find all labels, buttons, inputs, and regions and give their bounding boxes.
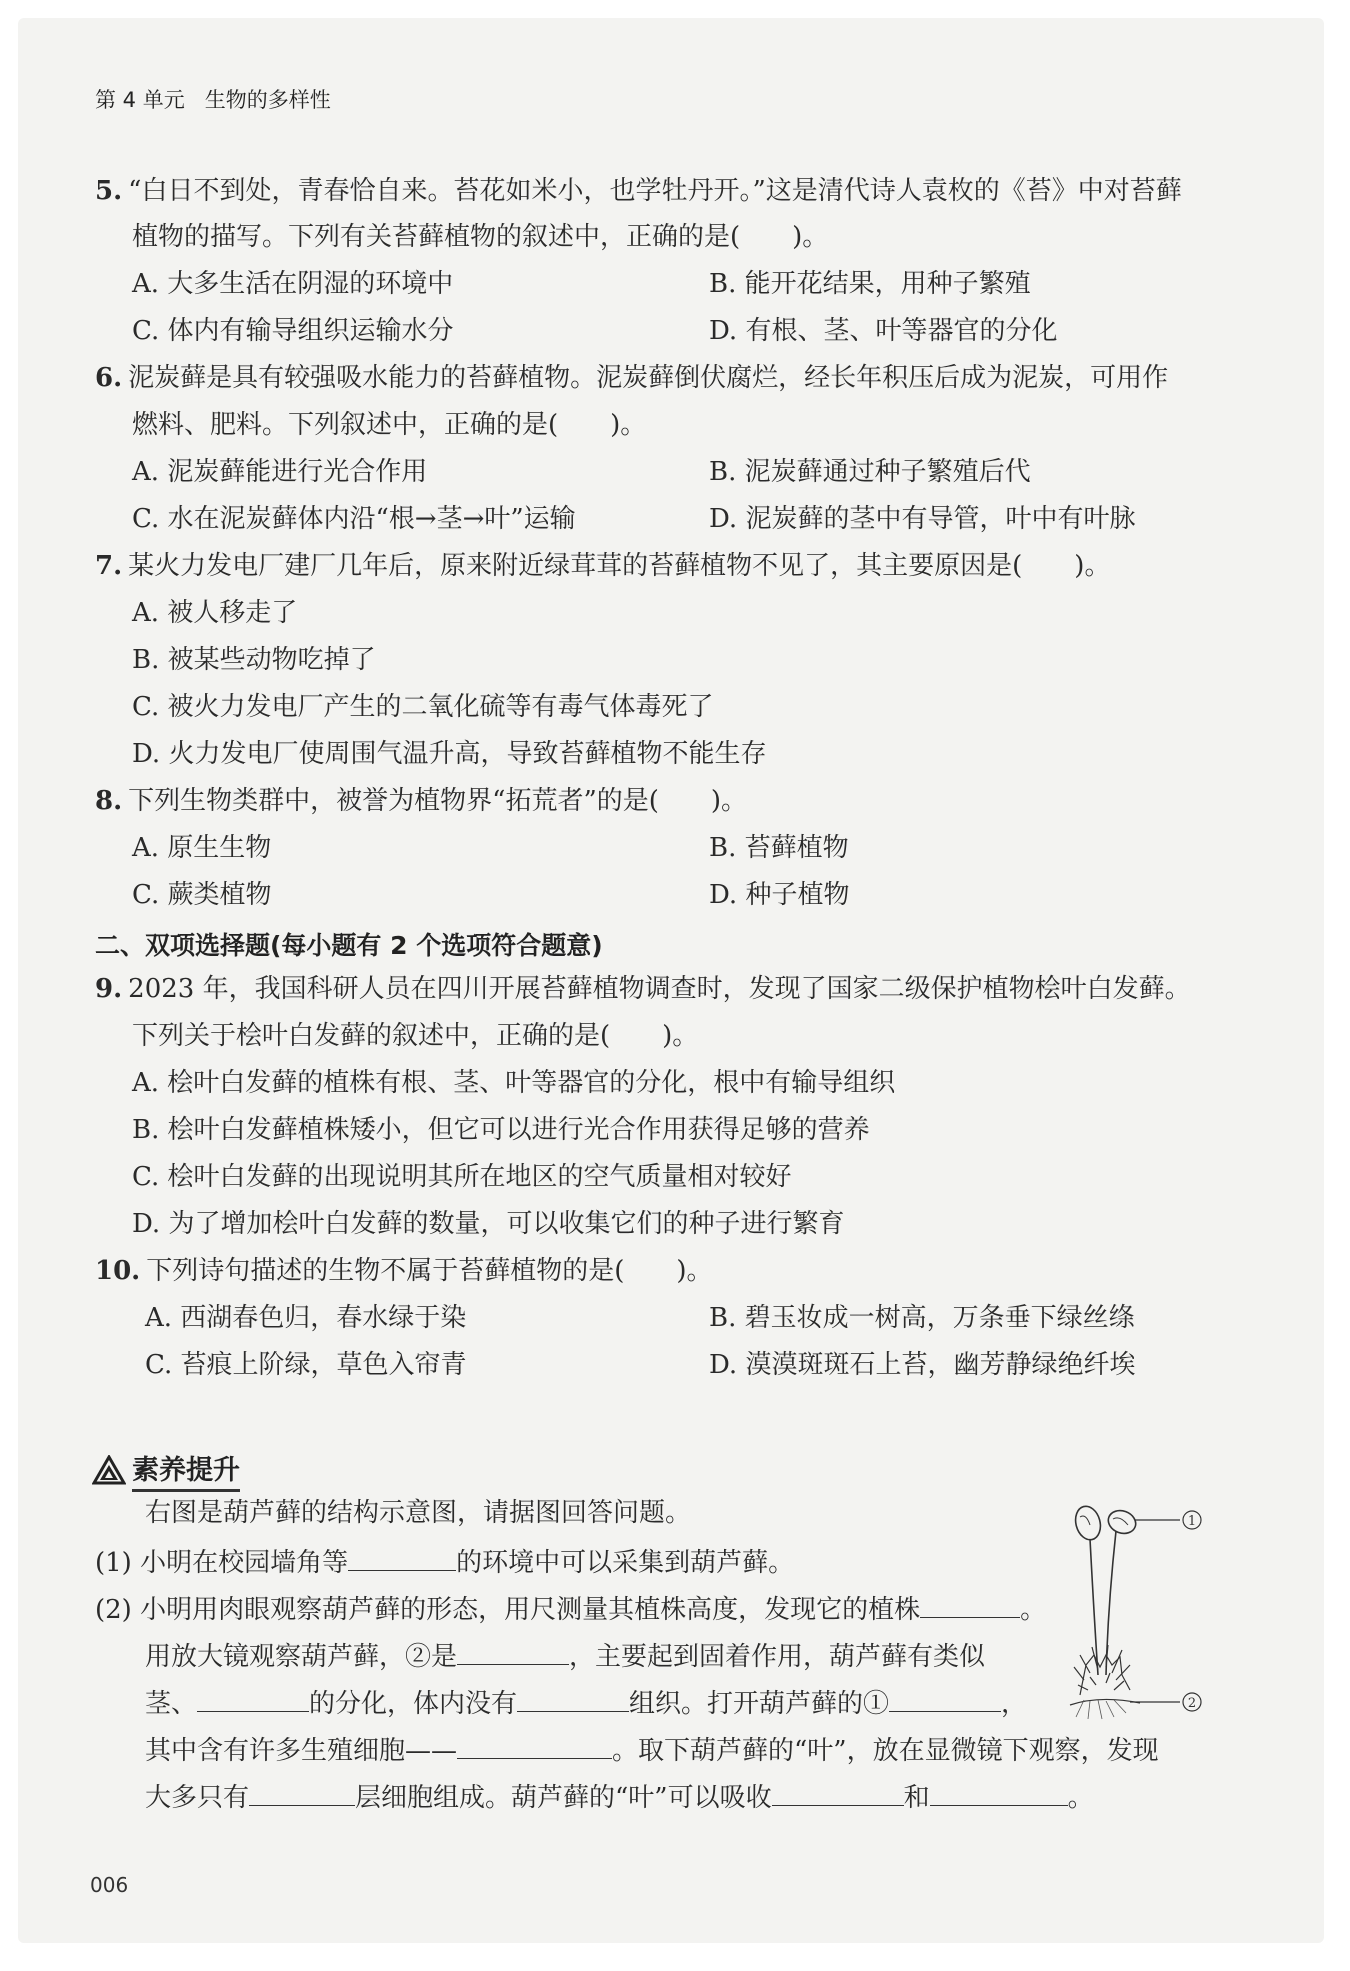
q9-stem-text1: 2023 年，我国科研人员在四川开展苔藓植物调查时，发现了国家二级保护植物桧叶白发藓。: [128, 974, 1191, 1004]
answer-blank-4[interactable]: [197, 1685, 309, 1712]
q6-stem-text1: 泥炭藓是具有较强吸水能力的苔藓植物。泥炭藓倒伏腐烂，经长年积压后成为泥炭，可用作: [128, 363, 1169, 393]
answer-blank-10[interactable]: [930, 1779, 1068, 1806]
suyang-part2-text-j: 。取下葫芦藓的“叶”，放在显微镜下观察，发现: [612, 1736, 1159, 1766]
answer-blank-9[interactable]: [772, 1779, 904, 1806]
suyang-part2-text-d: ，主要起到固着作用，葫芦藓有类似: [569, 1642, 986, 1672]
q9-number: 9.: [95, 974, 123, 1004]
suyang-part2-text-i: 其中含有许多生殖细胞——: [145, 1736, 458, 1766]
q7-option-a[interactable]: A. 被人移走了: [132, 598, 298, 628]
suyang-part2-text-g: 组织。打开葫芦藓的①: [629, 1689, 890, 1719]
q5-option-a[interactable]: A. 大多生活在阴湿的环境中: [132, 269, 454, 299]
q10-option-d[interactable]: D. 漠漠斑斑石上苔，幽芳静绿绝纤埃: [709, 1350, 1136, 1380]
suyang-part1-text-b: 的环境中可以采集到葫芦藓。: [456, 1548, 795, 1578]
q5-option-d[interactable]: D. 有根、茎、叶等器官的分化: [709, 316, 1058, 346]
q8-option-d[interactable]: D. 种子植物: [709, 880, 850, 910]
q9-stem-line2: 下列关于桧叶白发藓的叙述中，正确的是( )。: [132, 1021, 699, 1051]
unit-title: 生物的多样性: [204, 88, 331, 112]
q8-option-a[interactable]: A. 原生生物: [132, 833, 272, 863]
q9-option-b[interactable]: B. 桧叶白发藓植株矮小，但它可以进行光合作用获得足够的营养: [132, 1115, 870, 1145]
q6-stem-line2: 燃料、肥料。下列叙述中，正确的是( )。: [132, 410, 647, 440]
q6-stem-line1: [95, 362, 1168, 394]
answer-blank-6[interactable]: [889, 1685, 1001, 1712]
answer-blank-8[interactable]: [249, 1779, 355, 1806]
q5-stem-line1: [95, 175, 1182, 207]
answer-blank-5[interactable]: [517, 1685, 629, 1712]
q5-option-b[interactable]: B. 能开花结果，用种子繁殖: [709, 269, 1031, 299]
q5-number: 5.: [95, 176, 123, 206]
suyang-title: 素养提升: [132, 1448, 240, 1492]
svg-text:2: 2: [1187, 1696, 1197, 1711]
suyang-part2-text-k: 大多只有: [145, 1783, 250, 1813]
q8-stem-text1: 下列生物类群中，被誉为植物界“拓荒者”的是( )。: [128, 786, 748, 816]
q10-option-b[interactable]: B. 碧玉妆成一树高，万条垂下绿丝绦: [709, 1303, 1135, 1333]
q7-stem-line1: [95, 550, 1110, 582]
suyang-intro: 右图是葫芦藓的结构示意图，请据图回答问题。: [145, 1498, 692, 1528]
triangle-warning-icon: [92, 1455, 126, 1485]
q8-option-b[interactable]: B. 苔藓植物: [709, 833, 849, 863]
suyang-part1-text-a: (1) 小明在校园墙角等: [95, 1548, 349, 1578]
q10-number: 10.: [95, 1256, 141, 1286]
suyang-part2-line5: [145, 1779, 1094, 1814]
svg-text:1: 1: [1187, 1514, 1197, 1529]
section-heading-double-choice: 二、双项选择题(每小题有 2 个选项符合题意): [95, 931, 603, 960]
q8-option-c[interactable]: C. 蕨类植物: [132, 880, 272, 910]
funaria-moss-diagram: [1050, 1495, 1230, 1725]
suyang-part2-text-b: 。: [1020, 1595, 1047, 1625]
q6-option-c[interactable]: C. 水在泥炭藓体内沿“根→茎→叶”运输: [132, 504, 576, 534]
q6-option-b[interactable]: B. 泥炭藓通过种子繁殖后代: [709, 457, 1031, 487]
suyang-part2-line2: [145, 1638, 985, 1673]
q6-option-d[interactable]: D. 泥炭藓的茎中有导管，叶中有叶脉: [709, 504, 1136, 534]
page-number: 006: [90, 1873, 129, 1897]
moss-structure-illustration: [1050, 1495, 1230, 1725]
answer-blank-1[interactable]: [348, 1544, 456, 1571]
q6-number: 6.: [95, 363, 123, 393]
q5-stem-text1: “白日不到处，青春恰自来。苔花如米小，也学牡丹开。”这是清代诗人袁枚的《苔》中对苔藓: [128, 176, 1182, 206]
suyang-part2-text-e: 茎、: [145, 1689, 198, 1719]
answer-blank-2[interactable]: [920, 1591, 1020, 1618]
page-header: [95, 84, 331, 114]
suyang-part2-line1: [95, 1591, 1046, 1626]
q10-option-a[interactable]: A. 西湖春色归，春水绿于染: [145, 1303, 467, 1333]
suyang-part2-line3: [145, 1685, 1027, 1720]
suyang-part2-line4: [145, 1732, 1159, 1767]
q5-option-c[interactable]: C. 体内有输导组织运输水分: [132, 316, 454, 346]
unit-label: 第 4 单元: [95, 88, 185, 112]
suyang-part1: [95, 1544, 794, 1579]
q7-option-b[interactable]: B. 被某些动物吃掉了: [132, 645, 376, 675]
q6-option-a[interactable]: A. 泥炭藓能进行光合作用: [132, 457, 428, 487]
suyang-part2-text-n: 。: [1067, 1783, 1094, 1813]
q10-stem-text1: 下列诗句描述的生物不属于苔藓植物的是( )。: [146, 1256, 713, 1286]
q9-option-c[interactable]: C. 桧叶白发藓的出现说明其所在地区的空气质量相对较好: [132, 1162, 792, 1192]
suyang-heading: [92, 1448, 240, 1492]
q9-option-d[interactable]: D. 为了增加桧叶白发藓的数量，可以收集它们的种子进行繁育: [132, 1209, 845, 1239]
q7-option-c[interactable]: C. 被火力发电厂产生的二氧化硫等有毒气体毒死了: [132, 692, 714, 722]
q5-stem-line2: 植物的描写。下列有关苔藓植物的叙述中，正确的是( )。: [132, 222, 829, 252]
suyang-part2-text-a: (2) 小明用肉眼观察葫芦藓的形态，用尺测量其植株高度，发现它的植株: [95, 1595, 921, 1625]
suyang-part2-text-l: 层细胞组成。葫芦藓的“叶”可以吸收: [355, 1783, 772, 1813]
answer-blank-7[interactable]: [457, 1732, 612, 1759]
q9-option-a[interactable]: A. 桧叶白发藓的植株有根、茎、叶等器官的分化，根中有输导组织: [132, 1068, 896, 1098]
suyang-part2-text-c: 用放大镜观察葫芦藓，②是: [145, 1642, 458, 1672]
q8-number: 8.: [95, 786, 123, 816]
q7-option-d[interactable]: D. 火力发电厂使周围气温升高，导致苔藓植物不能生存: [132, 739, 767, 769]
q7-stem-text1: 某火力发电厂建厂几年后，原来附近绿茸茸的苔藓植物不见了，其主要原因是( )。: [128, 551, 1111, 581]
suyang-part2-text-m: 和: [903, 1783, 930, 1813]
answer-blank-3[interactable]: [457, 1638, 569, 1665]
q7-number: 7.: [95, 551, 123, 581]
q10-stem-line1: [95, 1255, 713, 1287]
q10-option-c[interactable]: C. 苔痕上阶绿，草色入帘青: [145, 1350, 467, 1380]
q8-stem-line1: [95, 785, 747, 817]
suyang-part2-text-f: 的分化，体内没有: [309, 1689, 518, 1719]
q9-stem-line1: [95, 973, 1191, 1005]
suyang-part2-text-h: ，: [1001, 1689, 1028, 1719]
